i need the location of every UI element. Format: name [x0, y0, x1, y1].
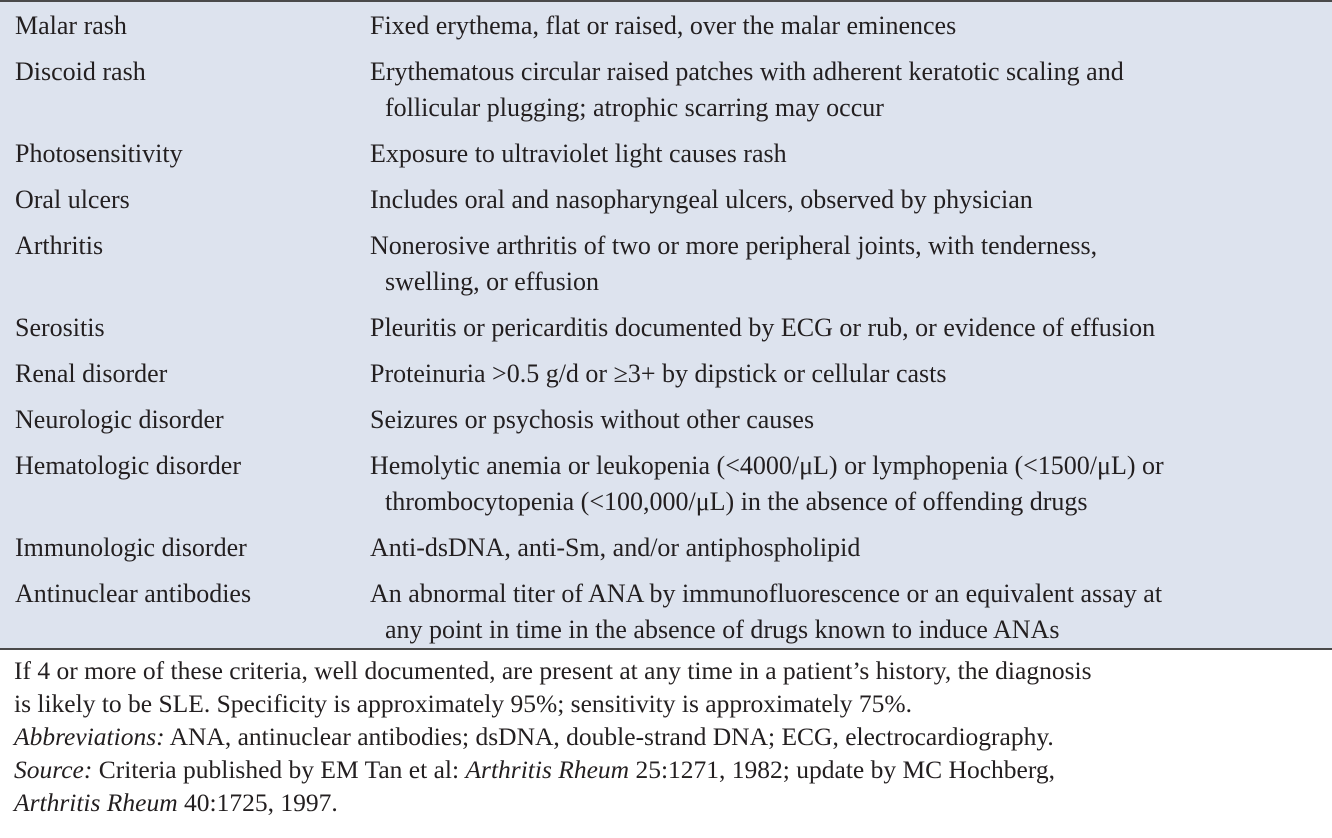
criterion-name: Malar rash: [15, 11, 127, 40]
source-note-line-2: [14, 786, 1324, 819]
criterion-definition: [355, 448, 1315, 520]
criterion-definition: [355, 54, 1315, 126]
criterion-definition: [355, 228, 1315, 300]
definition-line: Pleuritis or pericarditis documented by ECG or rub, or evidence of effusion: [370, 313, 1156, 342]
criterion-definition: [355, 8, 1315, 44]
abbreviations-text: ANA, antinuclear antibodies; dsDNA, double-strand DNA; ECG, electrocardiography.: [164, 722, 1054, 751]
definition-line: Erythematous circular raised patches with adherent keratotic scaling and: [370, 57, 1124, 86]
table-footnotes: [14, 654, 1324, 819]
definition-line: Hemolytic anemia or leukopenia (<4000/μL) or lymphopenia (<1500/μL) or: [370, 451, 1164, 480]
criterion-row: [0, 176, 1332, 222]
source-note-line-1: [14, 753, 1324, 786]
criterion-row: [0, 442, 1332, 524]
source-text-c: 40:1725, 1997.: [177, 788, 338, 817]
criterion-name: Photosensitivity: [15, 139, 183, 168]
criterion-name: Arthritis: [15, 231, 104, 260]
source-text-a: Criteria published by EM Tan et al:: [92, 755, 466, 784]
source-text-b: 25:1271, 1982; update by MC Hochberg,: [629, 755, 1055, 784]
criterion-definition: [355, 576, 1315, 648]
definition-line: Exposure to ultraviolet light causes rash: [370, 139, 787, 168]
criterion-row: [0, 48, 1332, 130]
criterion-row: [0, 396, 1332, 442]
abbreviations-note: [14, 720, 1324, 753]
criterion-definition: [355, 402, 1315, 438]
source-label: Source:: [14, 755, 93, 784]
definition-line: An abnormal titer of ANA by immunofluorescence or an equivalent assay at: [370, 579, 1163, 608]
criterion-name: Renal disorder: [15, 359, 168, 388]
source-journal-1: Arthritis Rheum: [465, 755, 630, 784]
definition-line: Nonerosive arthritis of two or more peripheral joints, with tenderness,: [370, 231, 1098, 260]
criterion-definition: [355, 136, 1315, 172]
definition-line: Proteinuria >0.5 g/d or ≥3+ by dipstick or cellular casts: [370, 359, 947, 388]
definition-line: Fixed erythema, flat or raised, over the malar eminences: [370, 11, 957, 40]
criterion-definition: [355, 356, 1315, 392]
criterion-name: Serositis: [15, 313, 105, 342]
criterion-definition: [355, 182, 1315, 218]
criterion-name: Oral ulcers: [15, 185, 130, 214]
summary-line-1: If 4 or more of these criteria, well documented, are present at any time in a patient’s history, the diagnosis: [14, 656, 1092, 685]
criterion-row: [0, 570, 1332, 652]
criterion-row: [0, 350, 1332, 396]
criterion-name: Hematologic disorder: [15, 451, 241, 480]
summary-line-2: is likely to be SLE. Specificity is approximately 95%; sensitivity is approximately 75%.: [14, 689, 913, 718]
criterion-definition: [355, 310, 1315, 346]
criterion-name: Antinuclear antibodies: [15, 579, 252, 608]
criterion-name: Immunologic disorder: [15, 533, 247, 562]
criterion-row: [0, 524, 1332, 570]
definition-line: Includes oral and nasopharyngeal ulcers, observed by physician: [370, 185, 1033, 214]
definition-line: Seizures or psychosis without other causes: [370, 405, 815, 434]
source-journal-2: Arthritis Rheum: [14, 788, 178, 817]
criterion-row: [0, 2, 1332, 48]
criterion-name: Neurologic disorder: [15, 405, 224, 434]
criterion-row: [0, 222, 1332, 304]
criterion-definition: [355, 530, 1315, 566]
definition-line: swelling, or effusion: [385, 267, 599, 296]
definition-line: any point in time in the absence of drugs known to induce ANAs: [385, 615, 1060, 644]
definition-line: thrombocytopenia (<100,000/μL) in the absence of offending drugs: [385, 487, 1088, 516]
abbreviations-label: Abbreviations:: [14, 722, 165, 751]
criterion-row: [0, 304, 1332, 350]
definition-line: Anti-dsDNA, anti-Sm, and/or antiphospholipid: [370, 533, 861, 562]
criterion-row: [0, 130, 1332, 176]
criterion-name: Discoid rash: [15, 57, 146, 86]
definition-line: follicular plugging; atrophic scarring may occur: [385, 93, 884, 122]
